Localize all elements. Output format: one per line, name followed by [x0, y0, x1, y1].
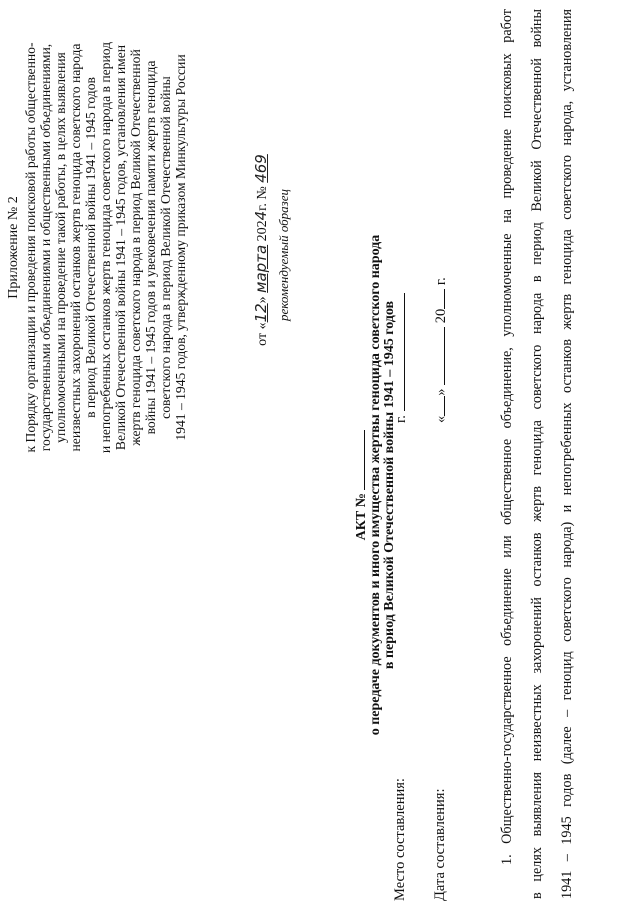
paragraph-1 [492, 9, 582, 899]
date-field [432, 277, 450, 423]
order-mid: » [255, 296, 270, 304]
city-prefix: г. [393, 415, 409, 423]
appendix-line: советского народа в период Великой Отечественной войны [158, 76, 173, 419]
act-subtitle-line1: о передаче документов и иного имущества жертвы геноцида советского народа [368, 234, 383, 736]
order-prefix: от « [255, 322, 270, 346]
date-close-quote: » [433, 388, 449, 396]
city-blank [392, 293, 405, 411]
paragraph-line: 1941 – 1945 годов (далее – геноцид советского народа) и непогребенных останков жертв геноцида советского народа, установления [559, 9, 575, 899]
act-title-block [352, 105, 397, 865]
appendix-header [6, 20, 188, 475]
order-suffix: г. № [255, 186, 270, 211]
act-subtitle-line2: в период Великой Отечественной войны 1941 – 1945 годов [382, 300, 397, 670]
appendix-line: и непогребенных останков жертв геноцида советского народа в период [98, 41, 113, 454]
act-number-blank [352, 430, 365, 490]
place-label: Место составления: [392, 778, 408, 901]
month-blank [432, 327, 445, 385]
day-blank [432, 396, 445, 416]
order-day-handwritten: 12 [252, 303, 270, 323]
appendix-line: неизвестных захоронений останков жертв геноцида советского народа [68, 43, 83, 452]
appendix-line: жертв геноцида советского народа в период Великой Отечественной [128, 49, 143, 446]
date-suffix: г. [433, 277, 449, 286]
appendix-line: государственными объединениями и общественными объединениями, [38, 43, 53, 452]
order-reference [252, 45, 271, 455]
appendix-line: к Порядку организации и проведения поисковой работы общественно- [23, 42, 38, 453]
appendix-line: Великой Отечественной войны 1941 – 1945 годов, установления имен [113, 44, 128, 451]
place-field [392, 293, 410, 423]
order-month-handwritten: марта [252, 244, 270, 293]
paragraph-line: 1. Общественно-государственное объединение или общественное объединение, уполномоченные на проведение поисковых работ [499, 9, 515, 865]
appendix-line: войны 1941 – 1945 годов и увековечения памяти жертв геноцида [143, 60, 158, 435]
recommended-sample-note: рекомендуемый образец [276, 188, 291, 322]
order-year-printed: 202 [255, 220, 270, 242]
act-title: АКТ № [354, 493, 369, 541]
appendix-line: 1941 – 1945 годов, утвержденному приказом Минкультуры России [173, 54, 188, 441]
appendix-line: уполномоченными на проведение такой работы, в целях выявления [53, 52, 68, 443]
date-label: Дата составления: [432, 788, 448, 901]
order-number-handwritten: 469 [252, 154, 270, 183]
paragraph-line: в целях выявления неизвестных захоронений останков жертв геноцида советского народа в период Великой Отечественной войны [529, 9, 545, 899]
order-year-handwritten: 4 [252, 210, 270, 221]
date-century: 20 [433, 308, 449, 324]
date-open-quote: « [433, 415, 449, 423]
appendix-title: Приложение № 2 [6, 196, 21, 299]
appendix-line: в период Великой Отечественной войны 1941 – 1945 годов [83, 77, 98, 418]
year-blank [432, 289, 445, 309]
